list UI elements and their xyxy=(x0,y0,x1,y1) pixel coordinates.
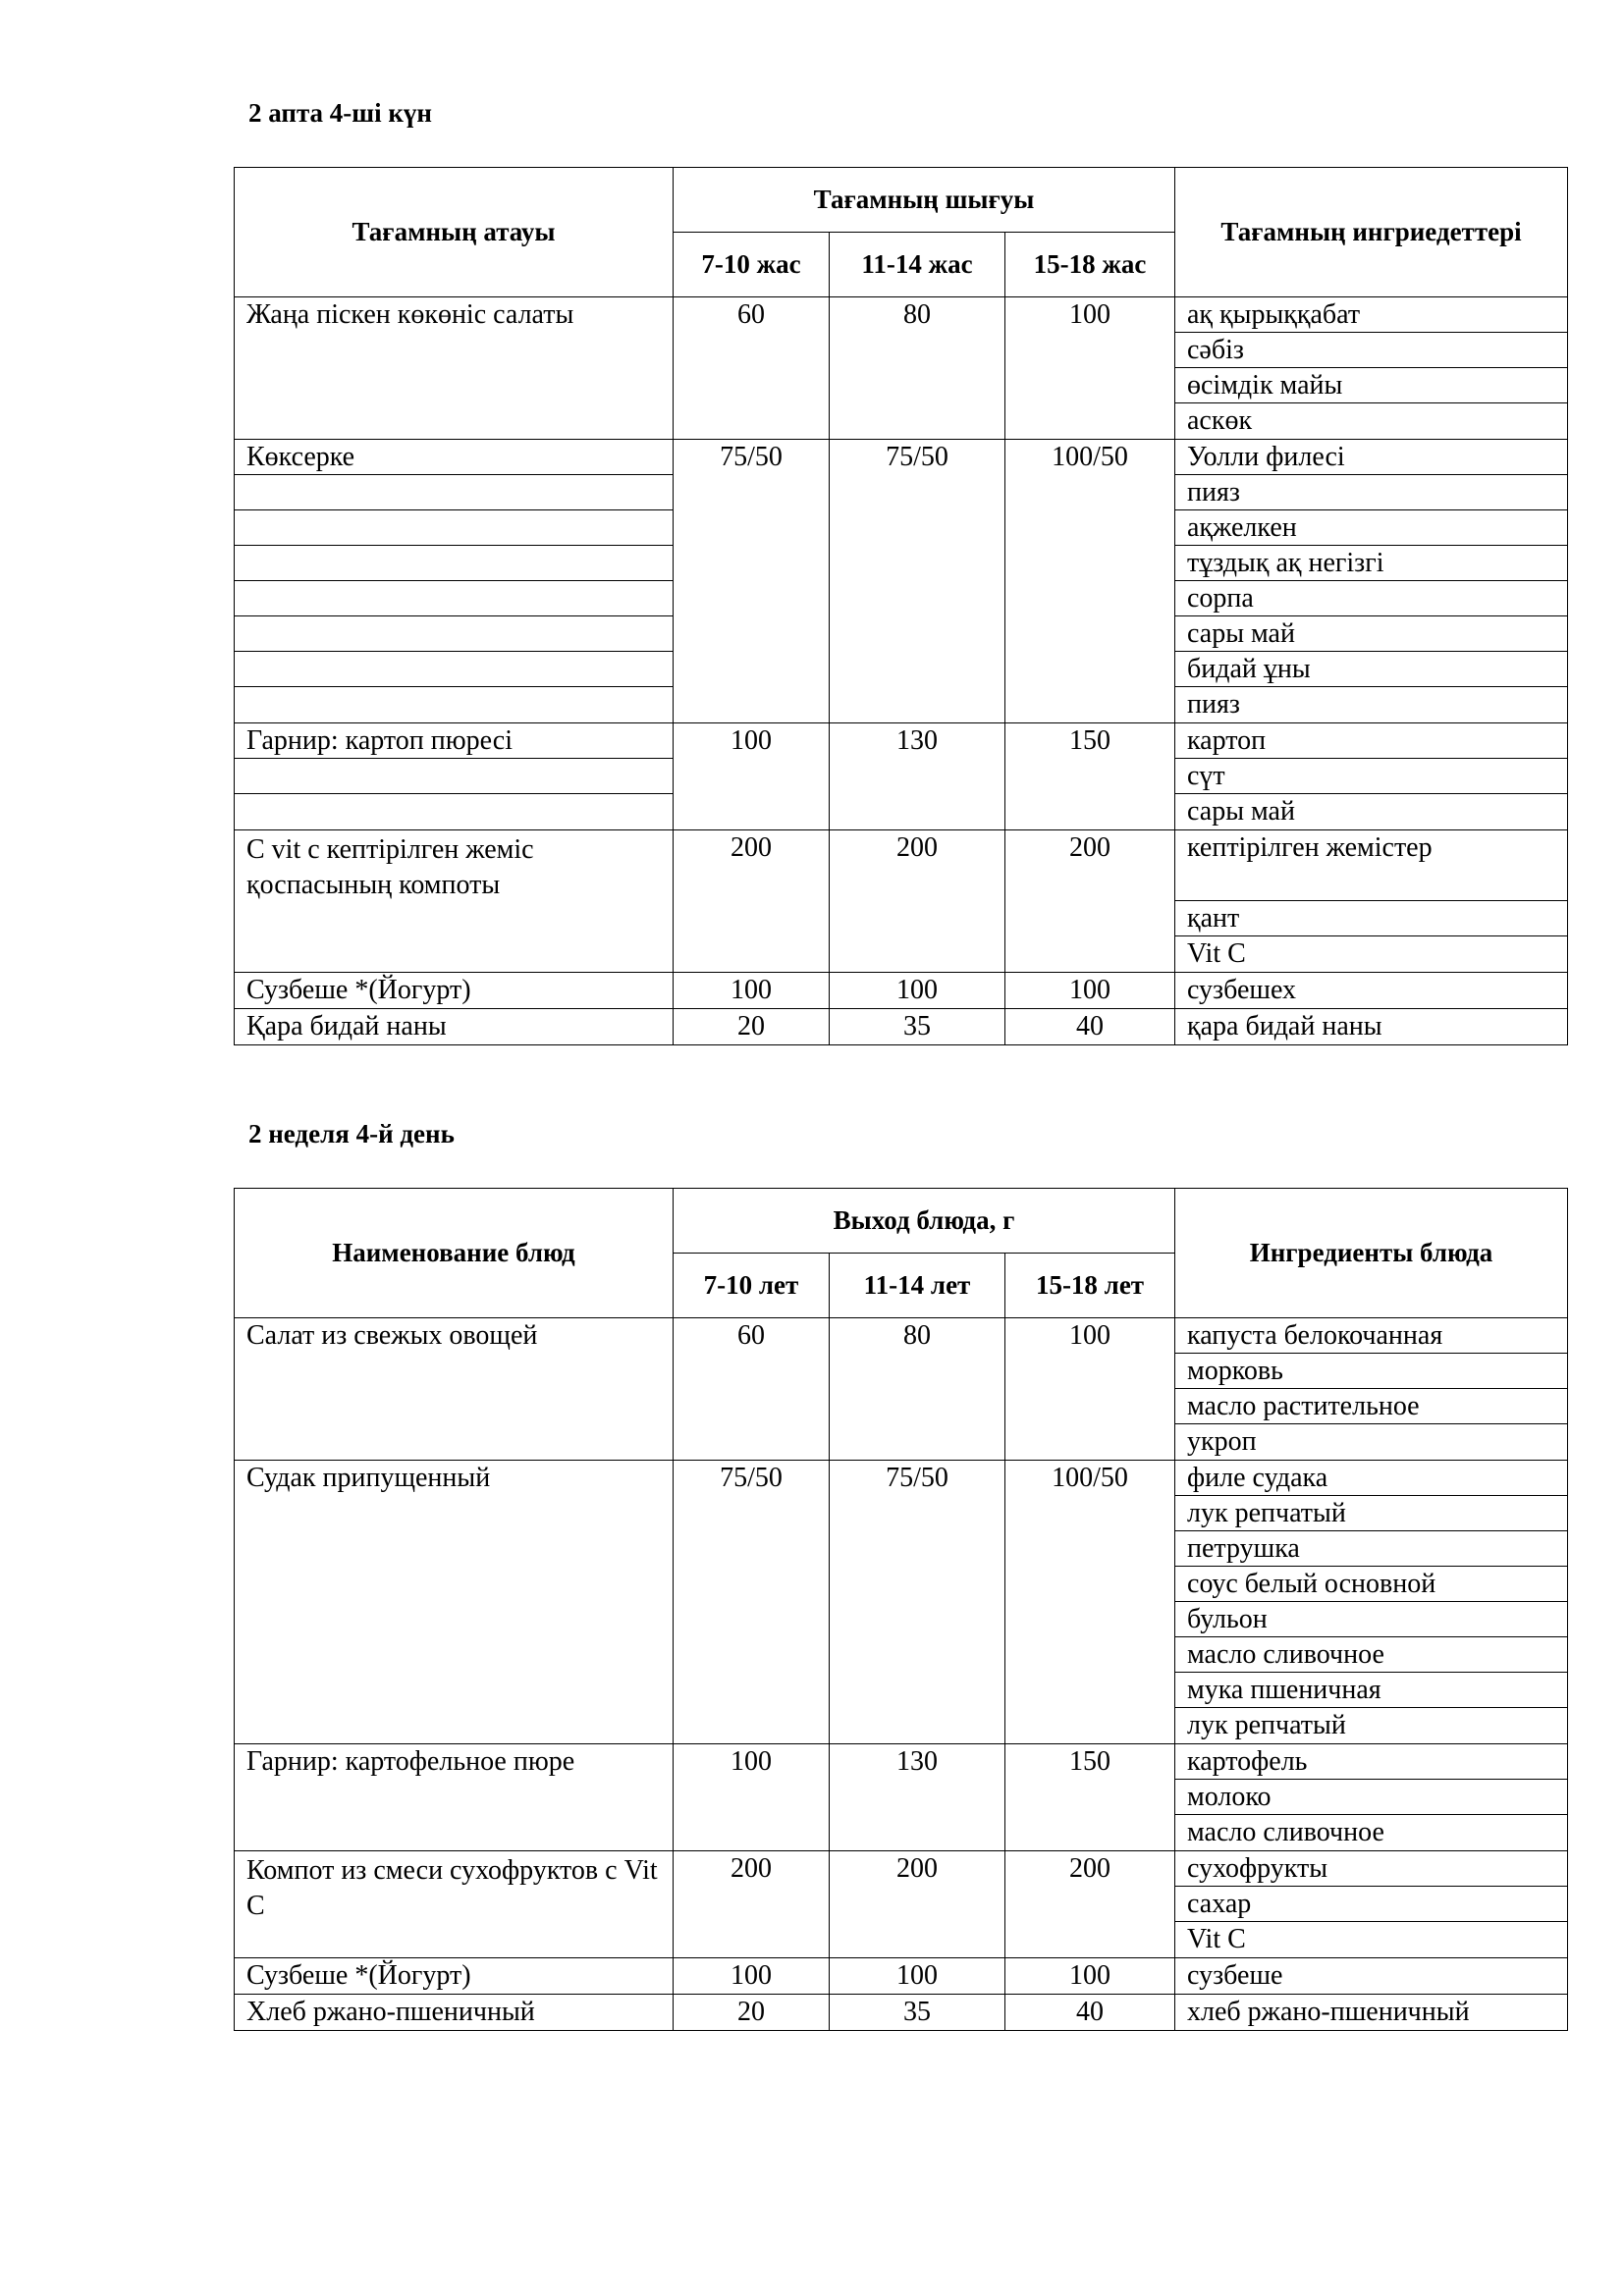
yield-7-10: 20 xyxy=(674,1995,830,2031)
dish-name: Компот из смеси сухофруктов с Vit C xyxy=(235,1851,674,1958)
dish-name: Гарнир: картофельное пюре xyxy=(235,1744,674,1851)
yield-15-18: 100 xyxy=(1005,1318,1175,1461)
ingredient: қара бидай наны xyxy=(1187,1011,1382,1041)
header-age-11-14: 11-14 жас xyxy=(830,233,1005,297)
table-row xyxy=(235,723,1568,830)
ingredient: хлеб ржано-пшеничный xyxy=(1187,1997,1470,2027)
yield-15-18: 100 xyxy=(1005,973,1175,1009)
yield-11-14: 130 xyxy=(830,723,1005,830)
ingredient: масло сливочное xyxy=(1187,1817,1384,1847)
ingredient: сахар xyxy=(1175,1887,1567,1922)
ingredient: молоко xyxy=(1175,1780,1567,1815)
header-age-7-10: 7-10 жас xyxy=(674,233,830,297)
ingredient-list xyxy=(1175,297,1568,440)
header-age-15-18: 15-18 лет xyxy=(1005,1254,1175,1318)
yield-7-10: 100 xyxy=(674,1958,830,1995)
yield-11-14: 200 xyxy=(830,830,1005,973)
yield-11-14: 75/50 xyxy=(830,440,1005,723)
table-row xyxy=(235,973,1568,1009)
empty-line xyxy=(235,475,673,510)
ingredient-list xyxy=(1175,440,1568,723)
menu-table-kz xyxy=(234,167,1568,1045)
ingredient: сүт xyxy=(1175,759,1567,794)
header-dish-name: Наименование блюд xyxy=(235,1189,674,1318)
ingredient: укроп xyxy=(1187,1426,1257,1457)
ingredient: сухофрукты xyxy=(1175,1851,1567,1887)
yield-11-14: 80 xyxy=(830,297,1005,440)
yield-7-10: 60 xyxy=(674,297,830,440)
table-row xyxy=(235,1318,1568,1461)
table-row xyxy=(235,1958,1568,1995)
table-row xyxy=(235,1461,1568,1744)
header-ingredients: Тағамның ингриедеттері xyxy=(1175,168,1568,297)
ingredient: мука пшеничная xyxy=(1175,1673,1567,1708)
yield-15-18: 150 xyxy=(1005,1744,1175,1851)
yield-7-10: 75/50 xyxy=(674,1461,830,1744)
yield-11-14: 200 xyxy=(830,1851,1005,1958)
yield-15-18: 40 xyxy=(1005,1995,1175,2031)
ingredient: ақжелкен xyxy=(1175,510,1567,546)
yield-15-18: 100 xyxy=(1005,1958,1175,1995)
table-row xyxy=(235,1851,1568,1958)
ingredient-list xyxy=(1175,830,1568,973)
empty-line xyxy=(235,616,673,652)
dish-name-cell xyxy=(235,1009,674,1045)
section2-heading: 2 неделя 4-й день xyxy=(248,1119,455,1148)
ingredient-list xyxy=(1175,1744,1568,1851)
empty-line xyxy=(235,759,673,794)
dish-name: Сузбеше *(Йогурт) xyxy=(246,975,471,1005)
yield-15-18: 200 xyxy=(1005,830,1175,973)
yield-7-10: 20 xyxy=(674,1009,830,1045)
ingredient: картоп xyxy=(1175,723,1567,759)
menu-table-ru xyxy=(234,1188,1568,2031)
empty-line xyxy=(235,794,673,829)
section1-heading: 2 апта 4-ші күн xyxy=(248,98,432,128)
yield-11-14: 100 xyxy=(830,973,1005,1009)
table-row xyxy=(235,440,1568,723)
yield-7-10: 200 xyxy=(674,830,830,973)
ingredient-list xyxy=(1175,1009,1568,1045)
ingredient: капуста белокочанная xyxy=(1175,1318,1567,1354)
dish-name-cell xyxy=(235,1958,674,1995)
dish-name-cell xyxy=(235,723,674,830)
table-row xyxy=(235,1995,1568,2031)
yield-15-18: 100/50 xyxy=(1005,1461,1175,1744)
ingredient: өсімдік майы xyxy=(1175,368,1567,403)
ingredient: сузбешех xyxy=(1187,975,1297,1005)
yield-7-10: 60 xyxy=(674,1318,830,1461)
header-age-15-18: 15-18 жас xyxy=(1005,233,1175,297)
ingredient: соус белый основной xyxy=(1175,1567,1567,1602)
yield-7-10: 100 xyxy=(674,973,830,1009)
dish-name: Хлеб ржано-пшеничный xyxy=(246,1997,535,2027)
dish-name-cell xyxy=(235,440,674,723)
yield-11-14: 100 xyxy=(830,1958,1005,1995)
yield-11-14: 75/50 xyxy=(830,1461,1005,1744)
yield-15-18: 150 xyxy=(1005,723,1175,830)
ingredient: пияз xyxy=(1187,689,1240,720)
dish-name: Салат из свежых овощей xyxy=(235,1318,674,1461)
ingredient: қант xyxy=(1175,901,1567,936)
header-age-7-10: 7-10 лет xyxy=(674,1254,830,1318)
dish-name-cell xyxy=(235,1995,674,2031)
ingredient: филе судака xyxy=(1175,1461,1567,1496)
ingredient-list xyxy=(1175,1851,1568,1958)
ingredient: Vit C xyxy=(1187,938,1246,969)
ingredient: аскөк xyxy=(1187,405,1253,436)
ingredient: Уолли филесі xyxy=(1175,440,1567,475)
yield-11-14: 35 xyxy=(830,1009,1005,1045)
dish-name-cell xyxy=(235,973,674,1009)
ingredient-list xyxy=(1175,1318,1568,1461)
ingredient: морковь xyxy=(1175,1354,1567,1389)
dish-name: Жаңа піскен көкөніс салаты xyxy=(235,297,674,440)
yield-7-10: 200 xyxy=(674,1851,830,1958)
ingredient: Vit C xyxy=(1187,1924,1246,1954)
empty-line xyxy=(235,510,673,546)
ingredient: сорпа xyxy=(1175,581,1567,616)
yield-7-10: 100 xyxy=(674,723,830,830)
ingredient: лук репчатый xyxy=(1187,1710,1346,1740)
dish-name: C vit с кептірілген жеміс қоспасының компоты xyxy=(235,830,674,973)
dish-name: Сузбеше *(Йогурт) xyxy=(246,1960,471,1991)
dish-name: Судак припущенный xyxy=(235,1461,674,1744)
yield-15-18: 100 xyxy=(1005,297,1175,440)
yield-7-10: 75/50 xyxy=(674,440,830,723)
dish-name: Гарнир: картоп пюресі xyxy=(235,723,673,759)
empty-line xyxy=(235,546,673,581)
ingredient-list xyxy=(1175,1461,1568,1744)
header-age-11-14: 11-14 лет xyxy=(830,1254,1005,1318)
yield-11-14: 80 xyxy=(830,1318,1005,1461)
ingredient: кептірілген жемістер xyxy=(1175,830,1567,901)
ingredient-list xyxy=(1175,973,1568,1009)
table-row xyxy=(235,830,1568,973)
empty-line xyxy=(235,652,673,687)
ingredient: ақ қырыққабат xyxy=(1175,297,1567,333)
header-dish-name: Тағамның атауы xyxy=(235,168,674,297)
dish-name: Қара бидай наны xyxy=(246,1011,447,1041)
yield-15-18: 100/50 xyxy=(1005,440,1175,723)
ingredient: масло сливочное xyxy=(1175,1637,1567,1673)
ingredient-list xyxy=(1175,1995,1568,2031)
ingredient: сары май xyxy=(1175,616,1567,652)
yield-7-10: 100 xyxy=(674,1744,830,1851)
ingredient: сәбіз xyxy=(1175,333,1567,368)
ingredient: петрушка xyxy=(1175,1531,1567,1567)
ingredient: сары май xyxy=(1187,796,1295,827)
yield-11-14: 35 xyxy=(830,1995,1005,2031)
header-yield: Выход блюда, г xyxy=(674,1189,1175,1254)
ingredient: пияз xyxy=(1175,475,1567,510)
ingredient: бидай ұны xyxy=(1175,652,1567,687)
ingredient: бульон xyxy=(1175,1602,1567,1637)
header-yield: Тағамның шығуы xyxy=(674,168,1175,233)
ingredient: сузбеше xyxy=(1187,1960,1283,1991)
ingredient: картофель xyxy=(1175,1744,1567,1780)
yield-15-18: 40 xyxy=(1005,1009,1175,1045)
table-row xyxy=(235,1744,1568,1851)
empty-line xyxy=(235,581,673,616)
table-row xyxy=(235,1009,1568,1045)
yield-15-18: 200 xyxy=(1005,1851,1175,1958)
header-ingredients: Ингредиенты блюда xyxy=(1175,1189,1568,1318)
ingredient: тұздық ақ негізгі xyxy=(1175,546,1567,581)
empty-line xyxy=(235,687,673,722)
table-row xyxy=(235,297,1568,440)
ingredient-list xyxy=(1175,723,1568,830)
dish-name: Көксерке xyxy=(235,440,673,475)
ingredient: лук репчатый xyxy=(1175,1496,1567,1531)
yield-11-14: 130 xyxy=(830,1744,1005,1851)
ingredient: масло растительное xyxy=(1175,1389,1567,1424)
ingredient-list xyxy=(1175,1958,1568,1995)
